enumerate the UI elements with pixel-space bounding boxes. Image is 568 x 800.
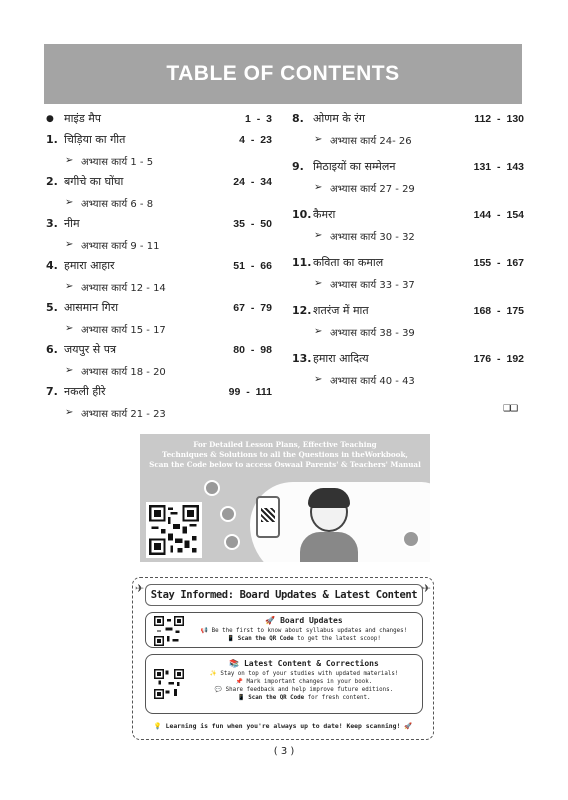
toc-pages: 4 - 23 xyxy=(239,133,272,146)
latest-content-body xyxy=(190,659,418,702)
toc-subentry xyxy=(46,234,272,255)
arrow-bullet-icon: ➢ xyxy=(65,155,74,166)
toc-sub-label: अभ्यास कार्य 9 - 11 xyxy=(81,240,160,252)
toc-sub-label: अभ्यास कार्य 40 - 43 xyxy=(330,375,415,387)
toc-sub-label: अभ्यास कार्य 21 - 23 xyxy=(81,408,166,420)
toc-title: बगीचे का घोंघा xyxy=(64,175,124,188)
toc-sub-label: अभ्यास कार्य 12 - 14 xyxy=(81,282,166,294)
page-number: ( 3 ) xyxy=(273,746,295,757)
qr-code-icon[interactable] xyxy=(154,616,184,646)
toc-number: 10. xyxy=(292,208,312,221)
toc-number: 7. xyxy=(46,385,58,398)
card-line: 📌 Mark important changes in your book. xyxy=(235,679,373,685)
toc-title: जयपुर से पत्र xyxy=(64,343,117,356)
toc-number: 1. xyxy=(46,133,58,146)
qr-code-icon[interactable] xyxy=(154,669,184,699)
toc-sub-label: अभ्यास कार्य 38 - 39 xyxy=(330,327,415,339)
toc-entry xyxy=(292,204,524,225)
toc-pages: 155 - 167 xyxy=(473,256,524,269)
qr-banner-line: Scan the Code below to access Oswaal Parents' & Teachers' Manual xyxy=(149,460,421,469)
bulb-icon xyxy=(220,506,236,522)
toc-number: 8. xyxy=(292,112,304,125)
toc-pages: 176 - 192 xyxy=(473,352,524,365)
toc-entry xyxy=(46,171,272,192)
toc-entry xyxy=(292,252,524,273)
toc-title: आसमान गिरा xyxy=(64,301,119,314)
toc-number: 2. xyxy=(46,175,58,188)
qr-banner-line: For Detailed Lesson Plans, Effective Teaching xyxy=(193,440,377,449)
arrow-bullet-icon: ➢ xyxy=(65,197,74,208)
stay-informed-heading: Stay Informed: Board Updates & Latest Content xyxy=(145,584,423,606)
latest-content-title: 📚 Latest Content & Corrections xyxy=(229,659,379,668)
toc-entry xyxy=(292,108,524,129)
toc-subentry xyxy=(292,273,524,294)
stay-informed-box xyxy=(132,577,434,740)
arrow-bullet-icon: ➢ xyxy=(65,407,74,418)
toc-pages: 168 - 175 xyxy=(473,304,524,317)
student-hair xyxy=(308,488,350,508)
toc-subentry xyxy=(46,402,272,423)
arrow-bullet-icon: ➢ xyxy=(65,323,74,334)
toc-entry xyxy=(46,381,272,402)
toc-title: शतरंज में मात xyxy=(313,304,369,317)
toc-entry xyxy=(46,339,272,360)
globe-icon xyxy=(402,530,420,548)
toc-number: 13. xyxy=(292,352,312,365)
book-icon: 📚 xyxy=(229,659,244,668)
toc-number: 12. xyxy=(292,304,312,317)
toc-title: चिड़िया का गीत xyxy=(64,133,126,146)
toc-subentry xyxy=(46,360,272,381)
toc-pages: 112 - 130 xyxy=(474,112,524,125)
toc-sub-label: अभ्यास कार्य 6 - 8 xyxy=(81,198,154,210)
toc-pages: 80 - 98 xyxy=(233,343,272,356)
toc-subentry xyxy=(46,318,272,339)
toc-pages: 51 - 66 xyxy=(233,259,272,272)
toc-entry xyxy=(46,297,272,318)
board-updates-card xyxy=(145,612,423,648)
latest-content-card xyxy=(145,654,423,714)
toc-entry xyxy=(46,108,272,129)
chat-icon: 💬 xyxy=(214,687,226,693)
toc-sub-label: अभ्यास कार्य 27 - 29 xyxy=(330,183,415,195)
arrow-bullet-icon: ➢ xyxy=(314,278,323,289)
qr-code-icon[interactable] xyxy=(146,502,202,558)
toc-sub-label: अभ्यास कार्य 15 - 17 xyxy=(81,324,166,336)
phone-icon xyxy=(256,496,280,538)
board-updates-title: 🚀 Board Updates xyxy=(265,616,343,625)
arrow-bullet-icon: ➢ xyxy=(314,182,323,193)
toc-number: 4. xyxy=(46,259,58,272)
gear-icon xyxy=(204,480,220,496)
rocket-icon: 🚀 xyxy=(265,616,281,625)
arrow-bullet-icon: ➢ xyxy=(65,281,74,292)
toc-subentry xyxy=(46,192,272,213)
toc-number: 3. xyxy=(46,217,58,230)
toc-title: नीम xyxy=(64,217,80,230)
toc-sub-label: अभ्यास कार्य 30 - 32 xyxy=(330,231,415,243)
toc-subentry xyxy=(46,276,272,297)
toc-entry xyxy=(292,348,524,369)
toc-sub-label: अभ्यास कार्य 1 - 5 xyxy=(81,156,154,168)
arrow-bullet-icon: ➢ xyxy=(65,239,74,250)
toc-subentry xyxy=(292,177,524,198)
card-line: 📱 Scan the QR Code for fresh content. xyxy=(237,695,371,701)
rocket-icon: ✈ xyxy=(421,582,431,595)
toc-subentry xyxy=(292,225,524,246)
card-line: ✨ Stay on top of your studies with updated materials! xyxy=(209,671,399,677)
book-icon xyxy=(224,534,240,550)
arrow-bullet-icon: ➢ xyxy=(65,365,74,376)
toc-number: 5. xyxy=(46,301,58,314)
qr-banner-text xyxy=(140,440,430,470)
end-mark: ❑❑ xyxy=(503,404,518,414)
info-footer: 💡 Learning is fun when you're always up to date! Keep scanning! 🚀 xyxy=(153,722,413,730)
toc-subentry xyxy=(292,129,524,150)
toc-subentry xyxy=(292,321,524,342)
arrow-bullet-icon: ➢ xyxy=(314,374,323,385)
toc-entry xyxy=(292,156,524,177)
toc-title: नकली हीरे xyxy=(64,385,106,398)
pin-icon: 📌 xyxy=(235,679,247,685)
toc-number: 6. xyxy=(46,343,58,356)
arrow-bullet-icon: ➢ xyxy=(314,230,323,241)
board-updates-body xyxy=(190,616,418,643)
toc-title: हमारा आदित्य xyxy=(313,352,369,365)
student-illustration xyxy=(300,532,358,562)
toc-entry xyxy=(46,213,272,234)
toc-pages: 1 - 3 xyxy=(244,112,272,125)
toc-pages: 35 - 50 xyxy=(233,217,272,230)
card-line: 💬 Share feedback and help improve future editions. xyxy=(214,687,394,693)
lightbulb-icon: 💡 xyxy=(153,722,166,730)
toc-right-column xyxy=(292,108,524,390)
sparkle-icon: ✨ xyxy=(209,671,221,677)
card-line: 📱 Scan the QR Code to get the latest scoop! xyxy=(227,636,381,642)
rocket-icon: ✈ xyxy=(135,582,145,595)
page-title: TABLE OF CONTENTS xyxy=(166,62,400,85)
toc-bullet: ● xyxy=(46,113,54,124)
toc-title: कविता का कमाल xyxy=(313,256,384,269)
pin-icon: 📢 xyxy=(200,628,212,634)
title-banner xyxy=(44,44,522,104)
toc-pages: 67 - 79 xyxy=(233,301,272,314)
toc-pages: 131 - 143 xyxy=(473,160,524,173)
toc-entry xyxy=(292,300,524,321)
arrow-bullet-icon: ➢ xyxy=(314,134,323,145)
toc-pages: 24 - 34 xyxy=(233,175,272,188)
toc-number: 11. xyxy=(292,256,312,269)
manual-qr-banner xyxy=(140,434,430,562)
arrow-bullet-icon: ➢ xyxy=(314,326,323,337)
toc-title: ओणम के रंग xyxy=(313,112,365,125)
qr-banner-line: Techniques & Solutions to all the Questions in theWorkbook, xyxy=(162,450,408,459)
toc-subentry xyxy=(292,369,524,390)
toc-title: मिठाइयों का सम्मेलन xyxy=(313,160,396,173)
phone-icon: 📱 xyxy=(237,695,249,701)
toc-left-column xyxy=(46,108,272,423)
rocket-icon: 🚀 xyxy=(400,722,413,730)
toc-subentry xyxy=(46,150,272,171)
toc-title: कैमरा xyxy=(313,208,336,221)
toc-pages: 144 - 154 xyxy=(473,208,524,221)
toc-entry xyxy=(46,129,272,150)
toc-number: 9. xyxy=(292,160,304,173)
toc-entry xyxy=(46,255,272,276)
phone-icon: 📱 xyxy=(227,636,238,642)
toc-title: माइंड मैप xyxy=(64,112,102,125)
toc-sub-label: अभ्यास कार्य 18 - 20 xyxy=(81,366,166,378)
toc-sub-label: अभ्यास कार्य 33 - 37 xyxy=(330,279,415,291)
toc-pages: 99 - 111 xyxy=(228,385,272,398)
toc-sub-label: अभ्यास कार्य 24- 26 xyxy=(330,135,412,147)
card-line: 📢 Be the first to know about syllabus updates and changes! xyxy=(200,628,408,634)
toc-title: हमारा आहार xyxy=(64,259,115,272)
